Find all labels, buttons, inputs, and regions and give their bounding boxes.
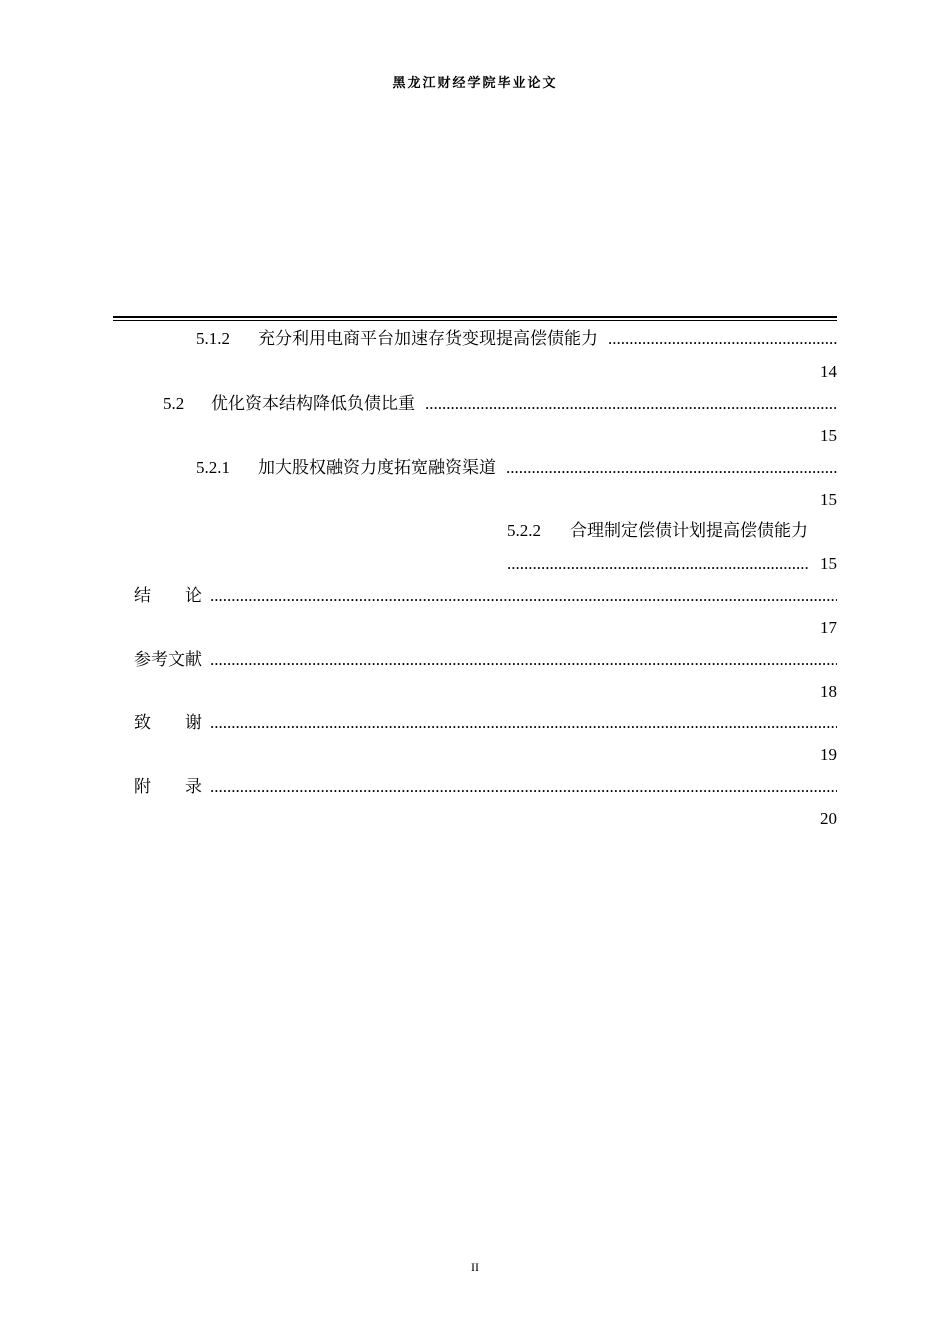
page-footer-number: II	[471, 1260, 479, 1274]
toc-section-number: 5.2.2	[507, 521, 541, 540]
toc-section-title: 加大股权融资力度拓宽融资渠道	[258, 458, 496, 477]
toc-entry-acknowledgements[interactable]	[134, 711, 837, 735]
toc-entry-5-2-2-leader	[507, 552, 837, 576]
toc-entry-5-1-2[interactable]	[196, 327, 837, 351]
header-rule-thick	[113, 316, 837, 318]
toc-section-number: 5.2	[163, 394, 185, 413]
toc-leader-dots	[210, 648, 837, 672]
toc-section-title: 结 论	[134, 586, 202, 605]
toc-section-number: 5.1.2	[196, 329, 230, 348]
toc-entry-references[interactable]	[134, 648, 837, 672]
toc-page-number: 17	[820, 618, 837, 637]
toc-page-number: 15	[820, 554, 837, 573]
toc-section-title: 附 录	[134, 777, 202, 796]
toc-section-title: 优化资本结构降低负债比重	[211, 394, 415, 413]
toc-entry-conclusion[interactable]	[134, 584, 837, 608]
toc-entry-5-2[interactable]	[163, 392, 837, 416]
toc-section-title: 致 谢	[134, 713, 202, 732]
toc-entry-5-2-2[interactable]	[507, 519, 837, 543]
toc-page-number: 19	[820, 745, 837, 764]
toc-leader-dots	[210, 584, 837, 608]
toc-entry-appendix[interactable]	[134, 775, 837, 799]
toc-page-number: 14	[820, 362, 837, 381]
toc-leader-dots	[210, 711, 837, 735]
toc-page-number: 18	[820, 682, 837, 701]
toc-leader-dots	[506, 456, 837, 480]
toc-entry-5-2-1[interactable]	[196, 456, 837, 480]
running-header: 黑龙江财经学院毕业论文	[392, 75, 558, 90]
toc-section-title: 参考文献	[134, 650, 202, 669]
toc-page-number: 15	[820, 490, 837, 509]
toc-section-title: 合理制定偿债计划提高偿债能力	[570, 521, 808, 540]
toc-leader-dots	[507, 552, 810, 576]
toc-section-number: 5.2.1	[196, 458, 230, 477]
toc-leader-dots	[425, 392, 837, 416]
toc-leader-dots	[608, 327, 837, 351]
toc-leader-dots	[210, 775, 837, 799]
toc-page-number: 20	[820, 809, 837, 828]
toc-page-number: 15	[820, 426, 837, 445]
header-rule-thin	[113, 320, 837, 321]
toc-section-title: 充分利用电商平台加速存货变现提高偿债能力	[258, 329, 598, 348]
